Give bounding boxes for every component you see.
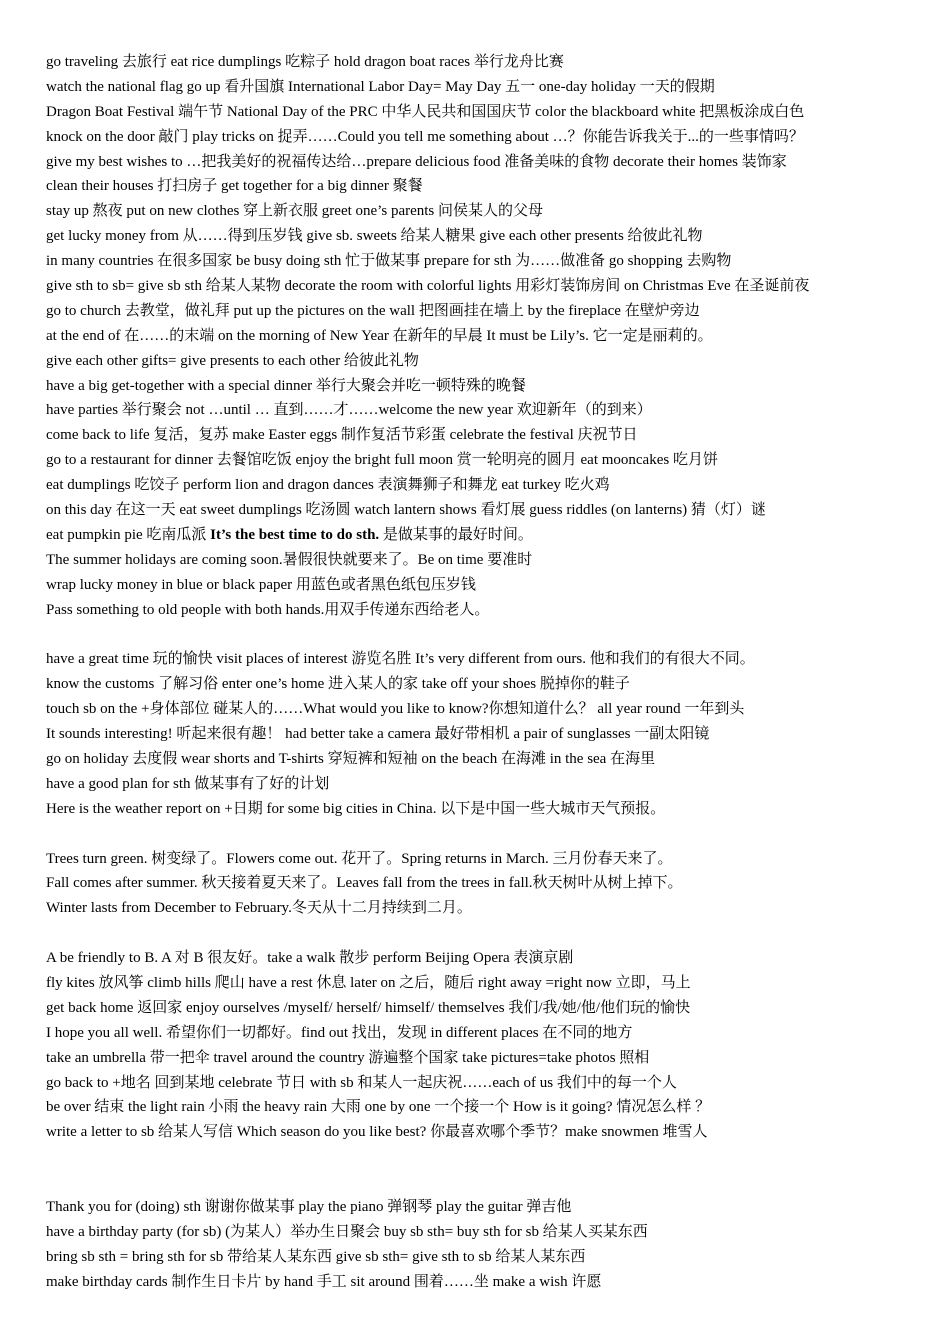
blank-line (46, 622, 926, 647)
blank-line (46, 1145, 926, 1170)
text-line-23: Pass something to old people with both hands.用双手传递东西给老人。 (46, 601, 490, 618)
text-line-45: make birthday cards 制作生日卡片 by hand 手工 sit around 围着……坐 make a wish 许愿 (46, 1273, 602, 1290)
text-line-36: get back home 返回家 enjoy ourselves /myself/ herself/ himself/ themselves 我们/我/她/他/他们玩的愉快 (46, 999, 691, 1016)
text-line-21: The summer holidays are coming soon.暑假很快就要来了。Be on time 要准时 (46, 551, 533, 568)
text-line-37: I hope you all well. 希望你们一切都好。find out 找出，发现 in different places 在不同的地方 (46, 1024, 633, 1041)
text-line-43: have a birthday party (for sb) (为某人）举办生日聚会 buy sb sth= buy sth for sb 给某人买某东西 (46, 1223, 648, 1240)
text-line-33: Winter lasts from December to February.冬天从十二月持续到二月。 (46, 900, 472, 917)
text-line-20 (46, 523, 926, 548)
text-line-20-bold: It’s the best time to do sth. (210, 526, 380, 543)
text-line-27: It sounds interesting! 听起来很有趣！ had better take a camera 最好带相机 a pair of sunglasses 一副太阳镜 (46, 726, 710, 743)
text-line-38: take an umbrella 带一把伞 travel around the country 游遍整个国家 take pictures=take photos 照相 (46, 1049, 650, 1066)
text-line-4: knock on the door 敲门 play tricks on 捉弄……Could you tell me something about …？你能告诉我关于...的一些事情吗？ (46, 128, 804, 145)
text-line-9: in many countries 在很多国家 be busy doing sth 忙于做某事 prepare for sth 为……做准备 go shopping 去购物 (46, 253, 732, 270)
text-line-34: A be friendly to B. A 对 B 很友好。take a walk 散步 perform Beijing Opera 表演京剧 (46, 950, 574, 967)
text-line-1: go traveling 去旅行 eat rice dumplings 吃粽子 hold dragon boat races 举行龙舟比赛 (46, 54, 564, 70)
blank-line (46, 1170, 926, 1195)
text-line-15: have parties 举行聚会 not …until … 直到……才……welcome the new year 欢迎新年（的到来） (46, 402, 652, 419)
text-line-11: go to church 去教堂，做礼拜 put up the pictures on the wall 把图画挂在墙上 by the fireplace 在壁炉旁边 (46, 302, 700, 319)
text-line-24: have a great time 玩的愉快 visit places of interest 游览名胜 It’s very different from ours. 他和我们的有很大不同。 (46, 651, 755, 668)
text-line-16: come back to life 复活，复苏 make Easter eggs 制作复活节彩蛋 celebrate the festival 庆祝节日 (46, 427, 638, 444)
text-line-13: give each other gifts= give presents to each other 给彼此礼物 (46, 352, 419, 369)
text-line-30: Here is the weather report on +日期 for some big cities in China. 以下是中国一些大城市天气预报。 (46, 800, 666, 817)
text-line-5: give my best wishes to …把我美好的祝福传达给…prepare delicious food 准备美味的食物 decorate their homes 装饰家 (46, 153, 787, 170)
text-line-42: Thank you for (doing) sth 谢谢你做某事 play the piano 弹钢琴 play the guitar 弹吉他 (46, 1198, 572, 1215)
text-line-12: at the end of 在……的末端 on the morning of New Year 在新年的早晨 It must be Lily’s. 它一定是丽莉的。 (46, 327, 713, 344)
text-line-18: eat dumplings 吃饺子 perform lion and dragon dances 表演舞狮子和舞龙 eat turkey 吃火鸡 (46, 477, 610, 494)
text-line-35: fly kites 放风筝 climb hills 爬山 have a rest 休息 later on 之后，随后 right away =right now 立即，马上 (46, 974, 691, 991)
text-line-10: give sth to sb= give sb sth 给某人某物 decorate the room with colorful lights 用彩灯装饰房间 on Christmas Eve 在圣诞前夜 (46, 278, 810, 295)
text-line-41: write a letter to sb 给某人写信 Which season do you like best? 你最喜欢哪个季节？make snowmen 堆雪人 (46, 1124, 708, 1141)
text-line-14: have a big get-together with a special dinner 举行大聚会并吃一顿特殊的晚餐 (46, 377, 526, 394)
text-line-19: on this day 在这一天 eat sweet dumplings 吃汤圆 watch lantern shows 看灯展 guess riddles (on lanterns) 猜（灯）谜 (46, 502, 766, 519)
text-line-17: go to a restaurant for dinner 去餐馆吃饭 enjoy the bright full moon 赏一轮明亮的圆月 eat mooncakes 吃月饼 (46, 452, 718, 469)
text-line-40: be over 结束 the light rain 小雨 the heavy rain 大雨 one by one 一个接一个 How is it going? 情况怎么样 ？ (46, 1099, 711, 1116)
text-line-7: stay up 熬夜 put on new clothes 穿上新衣服 greet one’s parents 问侯某人的父母 (46, 203, 544, 220)
text-line-44: bring sb sth = bring sth for sb 带给某人某东西 give sb sth= give sth to sb 给某人某东西 (46, 1248, 586, 1265)
text-line-20-part2: 是做某事的最好时间。 (379, 526, 533, 543)
text-line-2: watch the national flag go up 看升国旗 International Labor Day= May Day 五一 one-day holiday 一天的假期 (46, 78, 715, 95)
blank-line (46, 921, 926, 946)
text-line-26: touch sb on the +身体部位 碰某人的……What would you like to know?你想知道什么？ all year round 一年到头 (46, 701, 745, 718)
text-line-6: clean their houses 打扫房子 get together for a big dinner 聚餐 (46, 178, 423, 195)
text-line-8: get lucky money from 从……得到压岁钱 give sb. sweets 给某人糖果 give each other presents 给彼此礼物 (46, 228, 703, 245)
document-body (46, 50, 926, 1295)
text-line-29: have a good plan for sth 做某事有了好的计划 (46, 775, 330, 792)
text-line-31: Trees turn green. 树变绿了。Flowers come out. 花开了。Spring returns in March. 三月份春天来了。 (46, 850, 673, 867)
text-line-22: wrap lucky money in blue or black paper 用蓝色或者黑色纸包压岁钱 (46, 576, 476, 593)
text-line-28: go on holiday 去度假 wear shorts and T-shirts 穿短裤和短袖 on the beach 在海滩 in the sea 在海里 (46, 750, 656, 767)
text-line-39: go back to +地名 回到某地 celebrate 节日 with sb 和某人一起庆祝……each of us 我们中的每一个人 (46, 1074, 677, 1091)
text-line-3: Dragon Boat Festival 端午节 National Day of the PRC 中华人民共和国国庆节 color the blackboard white 把黑板涂成白色 (46, 103, 805, 120)
text-line-20-part1: eat pumpkin pie 吃南瓜派 (46, 526, 211, 543)
blank-line (46, 822, 926, 847)
text-line-32: Fall comes after summer. 秋天接着夏天来了。Leaves fall from the trees in fall.秋天树叶从树上掉下。 (46, 875, 683, 892)
text-line-25: know the customs 了解习俗 enter one’s home 进入某人的家 take off your shoes 脱掉你的鞋子 (46, 676, 630, 693)
